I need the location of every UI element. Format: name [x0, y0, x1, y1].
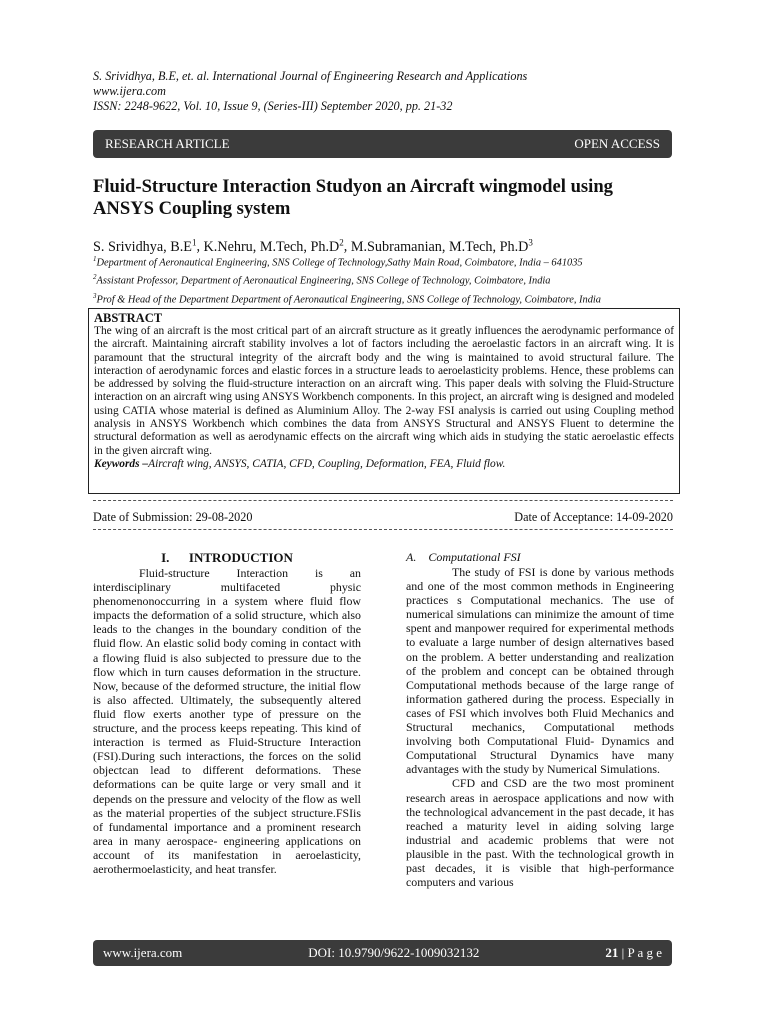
- citation-line: S. Srividhya, B.E, et. al. International Journal of Engineering Research and Applications: [93, 69, 528, 83]
- author-3: M.Subramanian, M.Tech, $Ph.D^3$: [350, 237, 533, 255]
- author-list: S. Srividhya, $B.E^1$, K.Nehru, M.Tech, $Ph.D^2$, M.Subramanian, M.Tech, $Ph.D^3$: [93, 237, 533, 255]
- fsi-paragraph-2: CFD and CSD are the two most prominent research areas in aerospace applications and now with the technological advancement in the past decade, it has reached a maturity level in aiding solving large industrial and academic problems that were not plausible in the past. With the technological growth in past decades, it is visible that high-performance computers and various: [406, 776, 674, 890]
- author-2: K.Nehru, M.Tech, $Ph.D^2$: [203, 237, 344, 255]
- dates-row: [93, 510, 673, 525]
- acceptance-date: Date of Acceptance: 14-09-2020: [514, 510, 673, 524]
- author-1: S. Srividhya, $B.E^1$: [93, 237, 197, 255]
- abstract-box: [88, 308, 680, 494]
- journal-url[interactable]: www.ijera.com: [93, 84, 166, 98]
- divider-top: [93, 500, 673, 501]
- affiliation-3: $^3$Prof & Head of the Department Department of Aeronautical Engineering, SNS College of Technology, Coimbatore, India: [93, 291, 601, 306]
- keywords: [94, 458, 674, 471]
- keywords-label: Keywords –: [94, 457, 149, 470]
- page-footer: [93, 940, 672, 966]
- submission-date: Date of Submission: 29-08-2020: [93, 510, 253, 524]
- divider-bottom: [93, 529, 673, 530]
- issn-line: ISSN: 2248-9622, Vol. 10, Issue 9, (Series-III) September 2020, pp. 21-32: [93, 99, 453, 113]
- open-access-label: OPEN ACCESS: [574, 136, 660, 151]
- affiliation-2: $^2$Assistant Professor, Department of Aeronautical Engineering, SNS College of Technology, Coimbatore, India: [93, 273, 551, 287]
- left-column: [93, 550, 361, 876]
- footer-site-link[interactable]: www.ijera.com: [103, 945, 183, 960]
- keywords-list: Aircraft wing, ANSYS, CATIA, CFD, Coupling, Deformation, FEA, Fluid flow.: [148, 457, 506, 470]
- right-column: [406, 550, 674, 889]
- fsi-paragraph-1: The study of FSI is done by various methods and one of the most common methods in Engineering practices s Computational mechanics. The use of numerical simulations can minimize the amount of time spent and manpower required for experimental methods to evaluate a large number of design alternatives based on the problem. A better understanding and realization of the problem and concept can be obtained through Computational methods because of the large range of information gathered during the process. Especially in cases of FSI which involves both Fluid Mechanics and Structural mechanics, Computational methods involving both Computational Fluid- Dynamics and Computational Structural Dynamics have many advantages with the study by Numerical Simulations.: [406, 565, 674, 777]
- affiliations: [93, 252, 693, 307]
- footer-doi: DOI: 10.9790/9622-1009032132: [308, 945, 480, 960]
- journal-header: [93, 69, 683, 114]
- abstract-text: The wing of an aircraft is the most critical part of an aircraft structure as it greatly influences the aerodynamic performance of the aircraft. Maintaining aircraft stability involves a lot of factors including the aeroelastic factors in an aircraft wing. It is paramount that the structural integrity of the aircraft body and the wing is maintained to avoid structural failure. The interaction of aerodynamic forces and elastic forces in a structure leads to aeroelasticity problems. Hence, these problems can be addressed by solving the fluid-structure interaction on an aircraft wing. This paper deals with solving the Fluid-Structure interaction on an aircraft wing using ANSYS Workbench components. In this project, an aircraft wing is designed and modeled using CATIA whose material is defined as Aluminium Alloy. The 2-way FSI analysis is carried out using Coupling method analysis in ANSYS Workbench which combines the data from ANSYS Structural and ANSYS Fluent to determine the structural deformation as well as aerodynamic effects on the aircraft wing which aids in studying the static aeroelastic effects in the given aircraft wing.: [94, 325, 674, 457]
- paper-title: Fluid-Structure Interaction Studyon an Aircraft wingmodel using ANSYS Coupling system: [93, 176, 613, 219]
- section-heading-introduction: I. INTRODUCTION: [161, 550, 293, 565]
- affiliation-1: $^1$Department of Aeronautical Engineering, SNS College of Technology,Sathy Main Road, Coimbatore, India – 641035: [93, 255, 583, 269]
- subsection-heading-computational-fsi: A. Computational FSI: [406, 550, 521, 564]
- page-number: 21 | P a g e: [605, 945, 662, 960]
- article-type-banner: [93, 130, 672, 158]
- intro-paragraph: Fluid-structure Interaction is an interdisciplinary multifaceted physic phenomenonoccurring in a system where fluid flow impacts the deformation of a solid structure, which also leads to the changes in the boundary condition of the fluid flow. An elastic solid body coming in contact with a flowing fluid is also subjected to pressure due to the flow which in turn causes deformation in the structure. Now, because of the deformed structure, the initial flow is also affected. Ultimately, the subsequently altered fluid flow exerts another type of pressure on the structure, and the process keeps repeating. This kind of interaction is termed as Fluid-Structure Interaction (FSI).During such interactions, the forces on the solid objectcan lead to different deformations. These deformations can be quite large or very small and it depends on the pressure and velocity of the flow as well as the material properties of the subject structure.FSIis of fundamental importance and a prominent research area in many aerospace- engineering applications on account of its manifestation in aeroelasticity, aerothermoelasticity, and heat transfer.: [93, 566, 361, 876]
- abstract-heading: ABSTRACT: [94, 311, 163, 325]
- research-article-label: RESEARCH ARTICLE: [105, 136, 230, 151]
